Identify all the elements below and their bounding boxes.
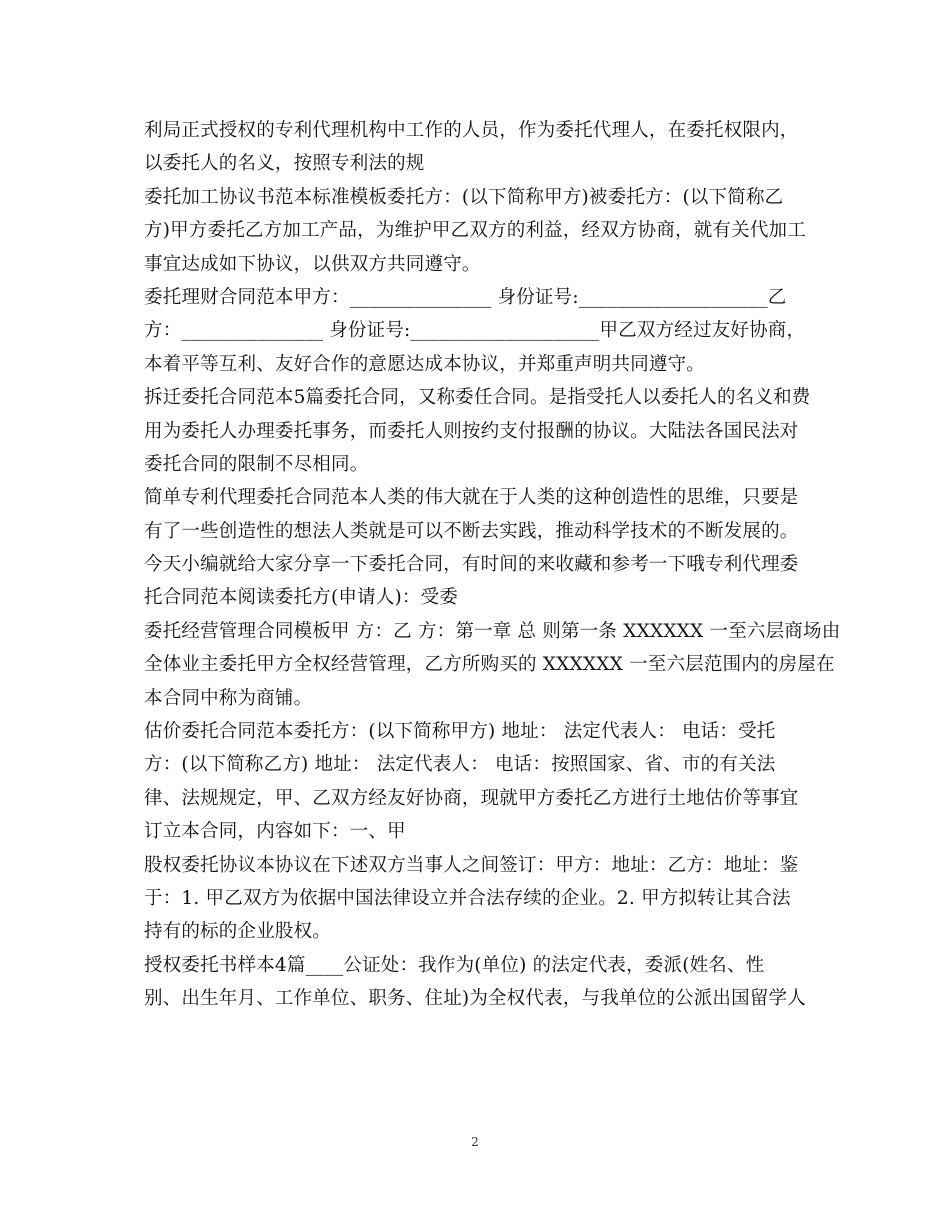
- text-line: 用为委托人办理委托事务，而委托人则按约支付报酬的协议。大陆法各国民法对: [144, 420, 799, 442]
- text-line: 以委托人的名义，按照专利法的规: [144, 153, 425, 175]
- page-number: 2: [471, 1135, 479, 1149]
- paragraph-power-of-attorney: [144, 949, 812, 1016]
- text-line: 利局正式授权的专利代理机构中工作的人员，作为委托代理人，在委托权限内，: [144, 120, 799, 141]
- paragraph-appraisal-contract: [144, 715, 812, 849]
- text-line: 事宜达成如下协议，以供双方共同遵守。: [144, 253, 481, 275]
- text-line: 律、法规规定，甲、乙双方经友好协商，现就甲方委托乙方进行土地估价等事宜: [144, 787, 799, 809]
- document-body: [144, 114, 841, 1016]
- text-line: 持有的标的企业股权。: [144, 921, 332, 943]
- text-line: 本合同中称为商铺。: [144, 687, 313, 709]
- text-line: 拆迁委托合同范本5篇委托合同，又称委任合同。是指受托人以委托人的名义和费: [144, 387, 811, 409]
- paragraph-business-management: [144, 615, 841, 715]
- text-line: 订立本合同，内容如下：一、甲: [144, 821, 406, 843]
- text-line: 本着平等互利、友好合作的意愿达成本协议，并郑重声明共同遵守。: [144, 353, 706, 375]
- paragraph-demolition-contract: [144, 381, 812, 481]
- text-line: 委托合同的限制不尽相同。: [144, 453, 369, 475]
- text-line: 估价委托合同范本委托方：(以下简称甲方) 地址： 法定代表人： 电话：受托: [144, 721, 776, 743]
- text-line: 方)甲方委托乙方加工产品，为维护甲乙双方的利益，经双方协商，就有关代加工: [144, 220, 806, 242]
- paragraph-processing-agreement: [144, 181, 812, 281]
- text-line: 委托经营管理合同模板甲 方：乙 方：第一章 总 则第一条 XXXXXX 一至六层商场由: [144, 620, 841, 642]
- text-line: 股权委托协议本协议在下述双方当事人之间签订：甲方：地址：乙方：地址：鉴: [144, 854, 799, 876]
- text-line: 方：(以下简称乙方) 地址： 法定代表人： 电话：按照国家、省、市的有关法: [144, 754, 776, 776]
- text-line: 于：1. 甲乙双方为依据中国法律设立并合法存续的企业。2. 甲方拟转让其合法: [144, 887, 791, 909]
- text-line: 委托理财合同范本甲方：_______________ 身份证号:____________________乙: [144, 286, 787, 308]
- text-line: 简单专利代理委托合同范本人类的伟大就在于人类的这种创造性的思维，只要是: [144, 487, 799, 509]
- text-line: 委托加工协议书范本标准模板委托方：(以下简称甲方)被委托方：(以下简称乙: [144, 186, 784, 208]
- text-line: 今天小编就给大家分享一下委托合同，有时间的来收藏和参考一下哦专利代理委: [144, 554, 799, 576]
- text-line: 授权委托书样本4篇____公证处：我作为(单位) 的法定代表，委派(姓名、性: [144, 954, 765, 976]
- text-line: 全体业主委托甲方全权经营管理，乙方所购买的 XXXXXX 一至六层范围内的房屋在: [144, 654, 835, 676]
- paragraph-equity-entrustment: [144, 849, 812, 949]
- paragraph-simple-patent-agent: [144, 481, 812, 615]
- text-line: 托合同范本阅读委托方(申请人)：受委: [144, 587, 459, 609]
- text-line: 别、出生年月、工作单位、职务、住址)为全权代表，与我单位的公派出国留学人: [144, 988, 806, 1010]
- text-line: 方：_______________ 身份证号:____________________甲乙双方经过友好协商，: [144, 320, 806, 342]
- paragraph-wealth-management: [144, 281, 812, 381]
- paragraph-patent-agent: [144, 114, 812, 181]
- text-line: 有了一些创造性的想法人类就是可以不断去实践，推动科学技术的不断发展的。: [144, 520, 799, 542]
